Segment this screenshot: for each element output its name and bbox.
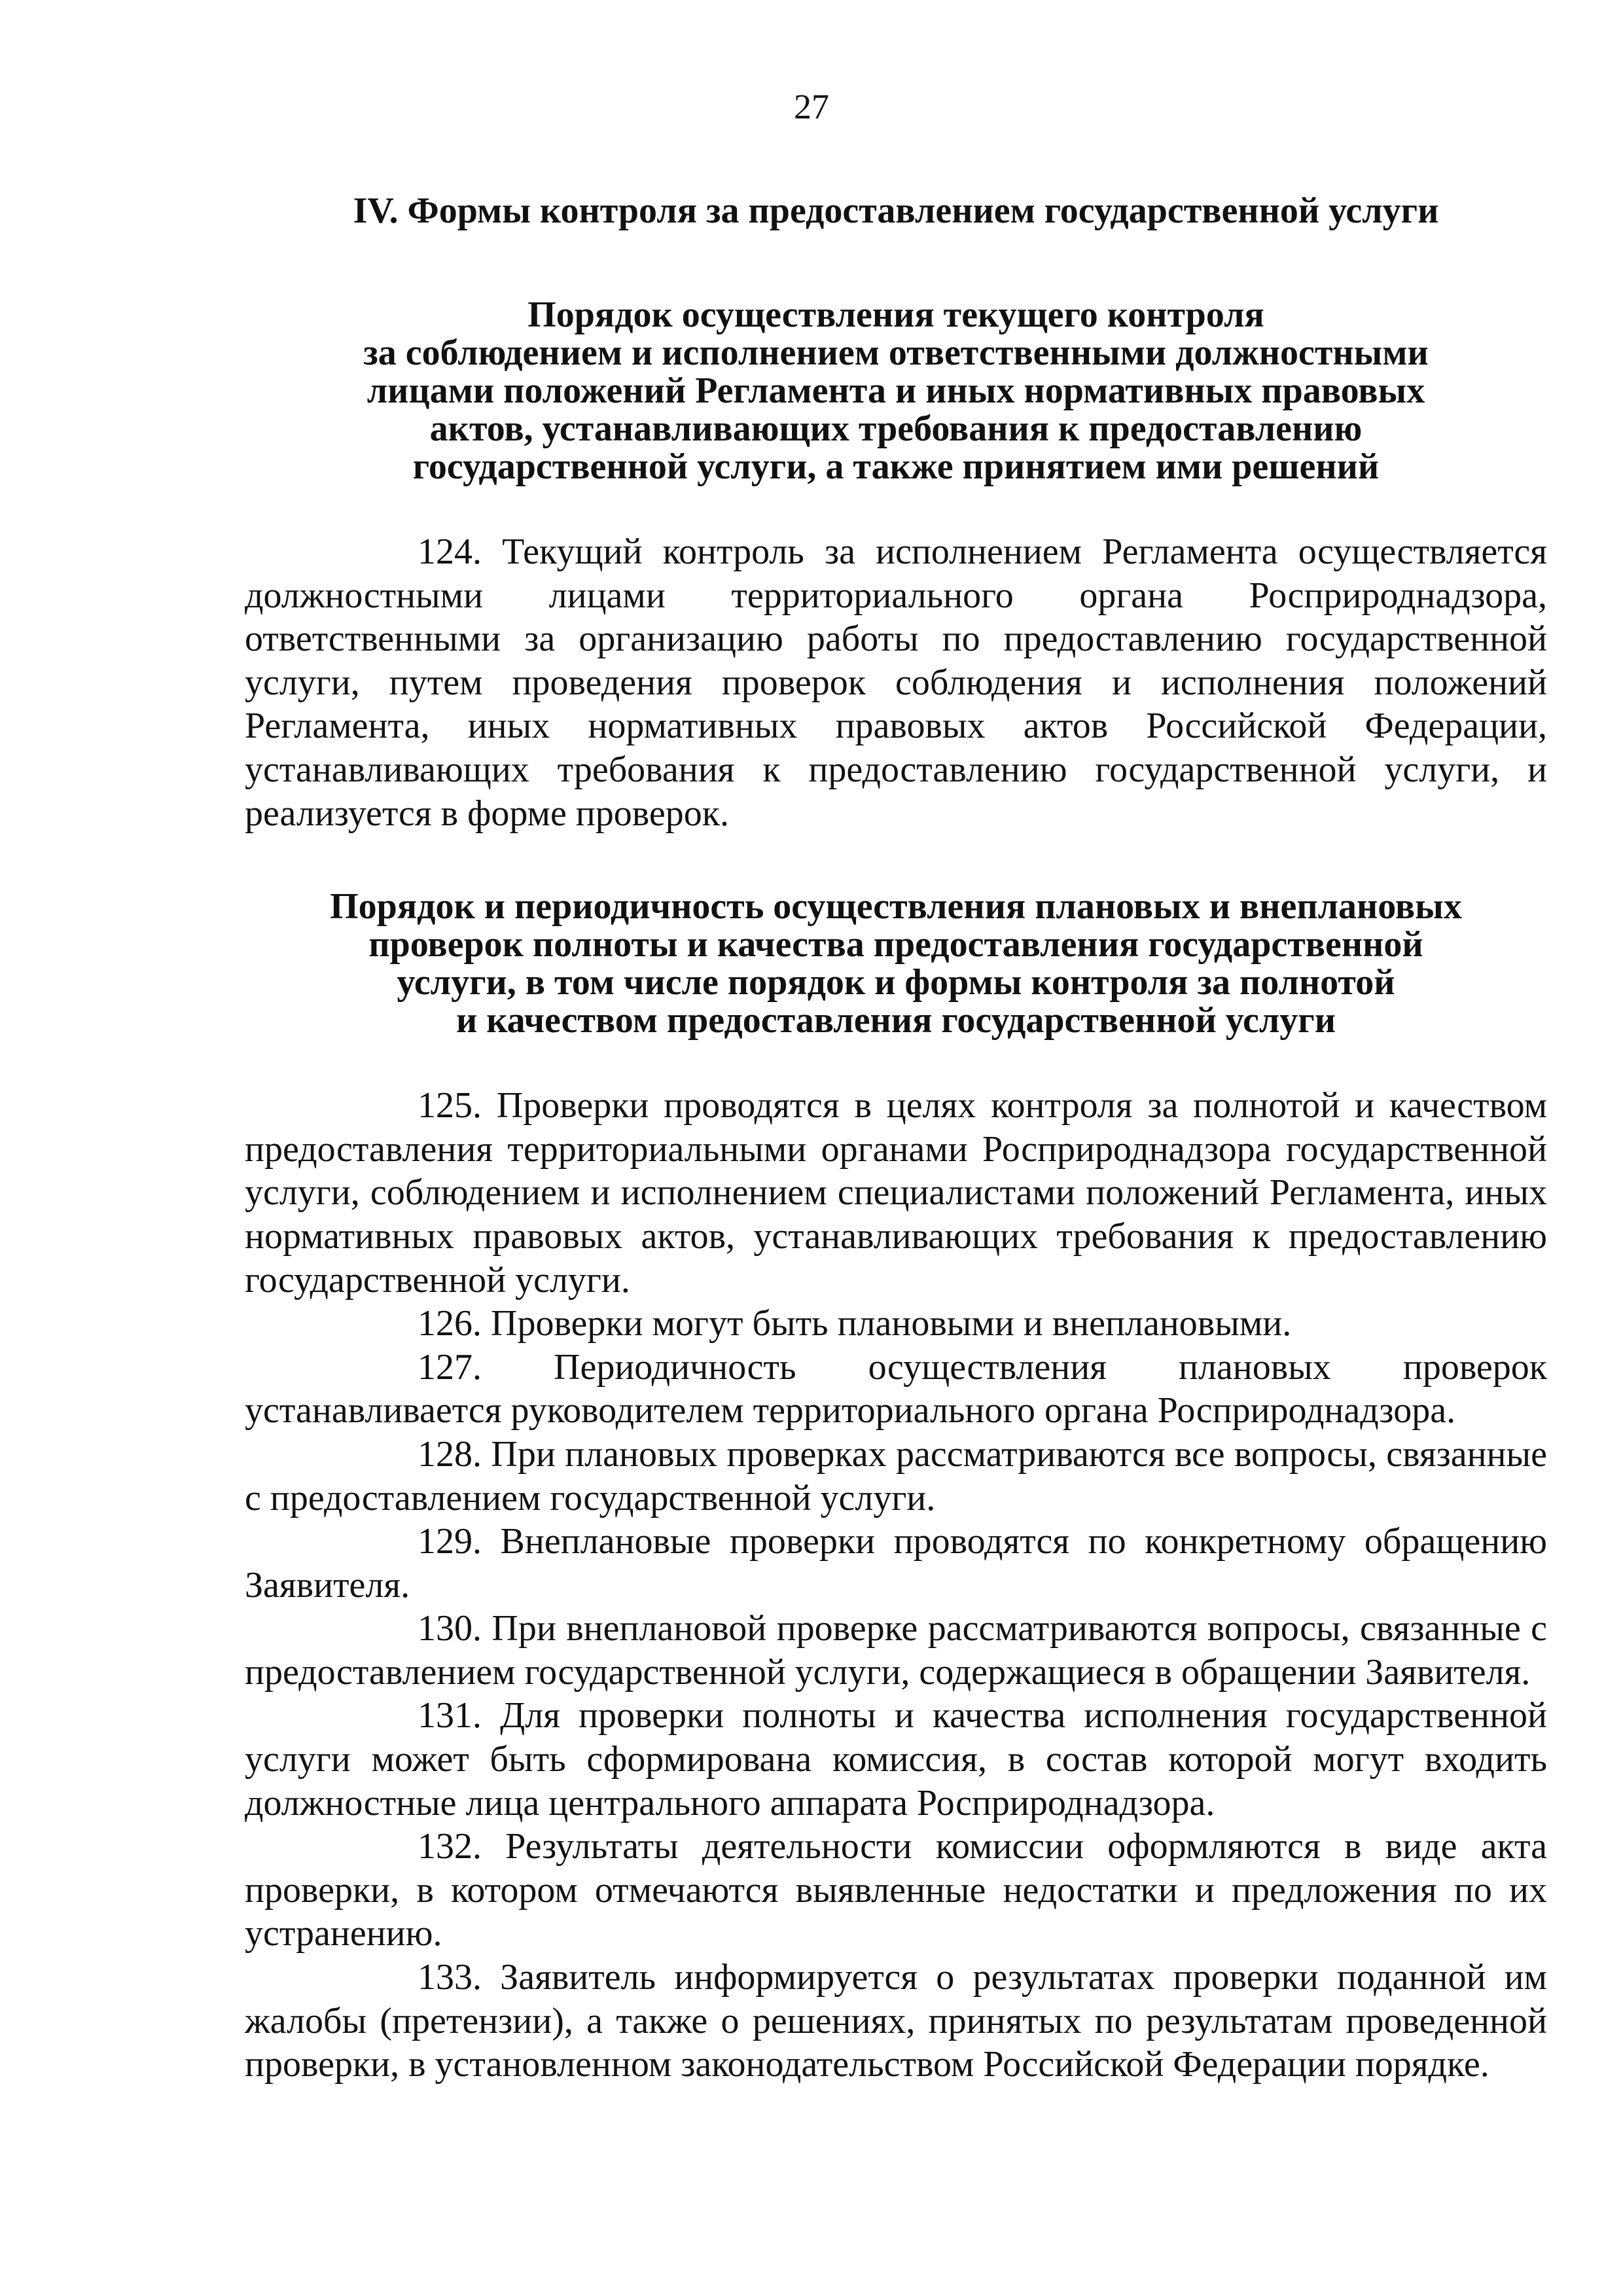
subsection-title-line: государственной услуги, а также принятием ими решений — [412, 446, 1380, 487]
paragraph-126: 126. Проверки могут быть плановыми и внеплановыми. — [418, 1303, 1292, 1344]
paragraph-130: 130. При внеплановой проверке рассматриваются вопросы, связанные с предоставлением государственной услуги, содержащиеся в обращении Заявителя. — [245, 1608, 1547, 1693]
subsection-title-line: лицами положений Регламента и иных нормативных правовых — [366, 370, 1425, 411]
paragraph-125: 125. Проверки проводятся в целях контроля за полнотой и качеством предоставления территориальными органами Росприроднадзора государственной услуги, соблюдением и исполнением специалистами положений Регламента, иных нормативных правовых актов, устанавливающих требования к предоставлению государственной услуги. — [245, 1085, 1547, 1300]
paragraph-132: 132. Результаты деятельности комиссии оформляются в виде акта проверки, в котором отмечаются выявленные недостатки и предложения по их устранению. — [245, 1826, 1547, 1954]
paragraph-129: 129. Внеплановые проверки проводятся по конкретному обращению Заявителя. — [245, 1521, 1547, 1605]
paragraph-128: 128. При плановых проверках рассматриваются все вопросы, связанные с предоставлением государственной услуги. — [245, 1433, 1547, 1518]
subsection-title-line: Порядок и периодичность осуществления плановых и внеплановых — [330, 886, 1462, 927]
subsection-title-line: актов, устанавливающих требования к предоставлению — [429, 408, 1363, 449]
page-number: 27 — [794, 87, 829, 126]
paragraph-131: 131. Для проверки полноты и качества исполнения государственной услуги может быть сформирована комиссия, в состав которой могут входить должностные лица центрального аппарата Росприроднадзора. — [245, 1695, 1547, 1823]
subsection-title-line: услуги, в том числе порядок и формы контроля за полнотой — [397, 962, 1395, 1003]
paragraph-133: 133. Заявитель информируется о результатах проверки поданной им жалобы (претензии), а также о решениях, принятых по результатам проведенной проверки, в установленном законодательством Российской Федерации порядке. — [245, 1957, 1547, 2085]
subsection-title-line: проверок полноты и качества предоставления государственной — [368, 924, 1423, 965]
section-title: IV. Формы контроля за предоставлением государственной услуги — [353, 190, 1439, 231]
page-content — [245, 188, 1547, 2087]
paragraph-124: 124. Текущий контроль за исполнением Регламента осуществляется должностными лицами территориального органа Росприроднадзора, ответственными за организацию работы по предоставлению государственной услуги, путем проведения проверок соблюдения и исполнения положений Регламента, иных нормативных правовых актов Российской Федерации, устанавливающих требования к предоставлению государственной услуги, и реализуется в форме проверок. — [245, 531, 1547, 834]
subsection-title-inspections — [245, 888, 1547, 1039]
subsection-title-line: и качеством предоставления государственной услуги — [456, 1000, 1336, 1041]
subsection-title-line: за соблюдением и исполнением ответственными должностными — [363, 332, 1429, 373]
subsection-title-line: Порядок осуществления текущего контроля — [527, 295, 1264, 335]
paragraph-127: 127. Периодичность осуществления плановых проверок устанавливается руководителем территориального органа Росприроднадзора. — [245, 1346, 1547, 1431]
subsection-title-current-control — [245, 296, 1547, 486]
